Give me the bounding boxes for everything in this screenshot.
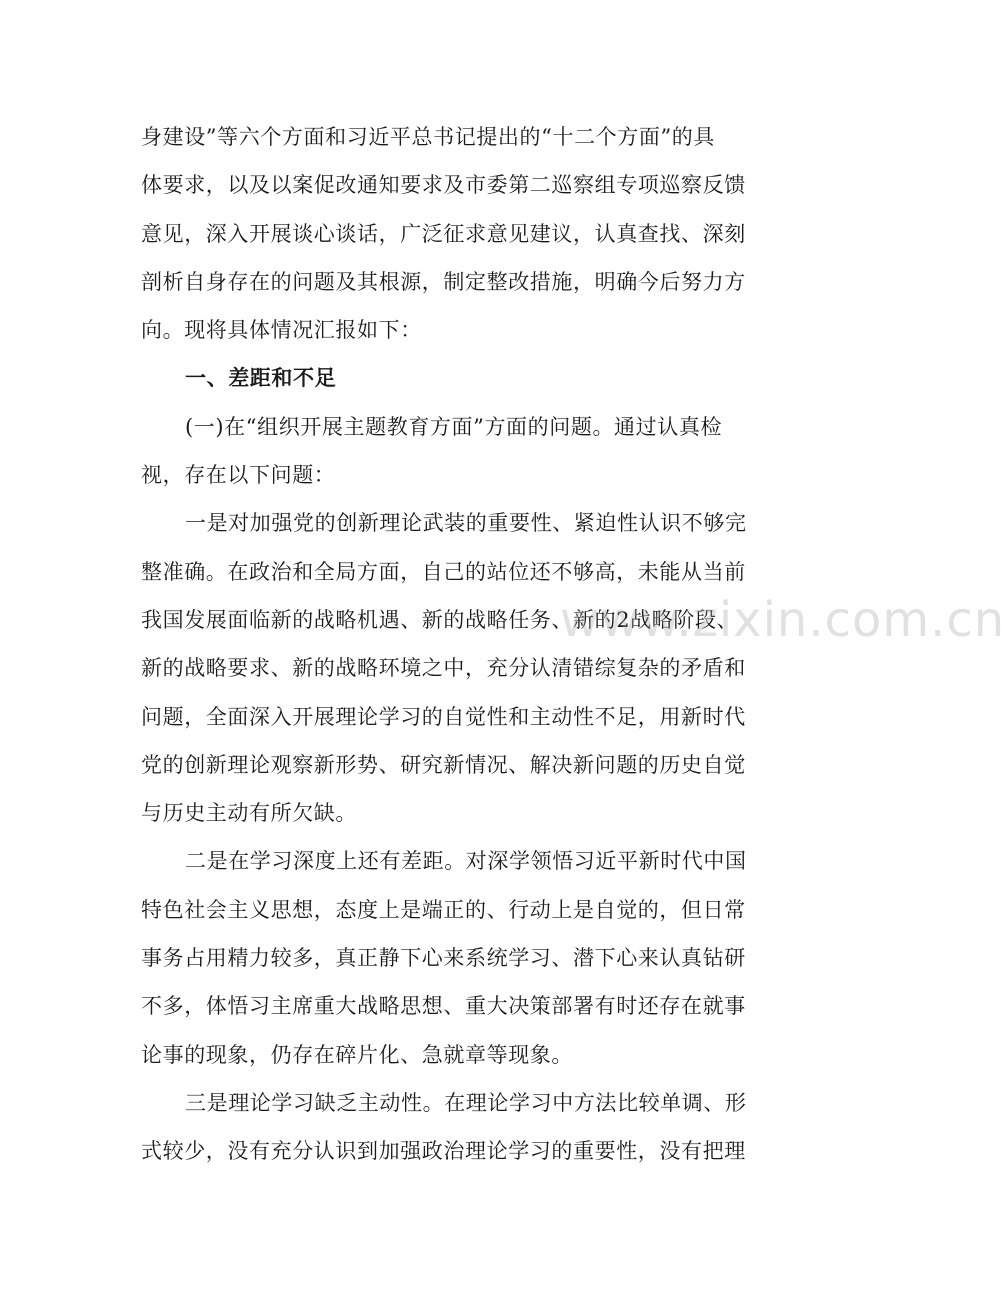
text-line: 向。现将具体情况汇报如下： bbox=[141, 318, 422, 343]
text-line: 与历史主动有所欠缺。 bbox=[141, 801, 357, 826]
text-line: 意见，深入开展谈心谈话，广泛征求意见建议，认真查找、深刻 bbox=[141, 221, 746, 246]
text-line: 三是理论学习缺乏主动性。在理论学习中方法比较单调、形 bbox=[185, 1090, 747, 1115]
text-line: 整准确。在政治和全局方面，自己的站位还不够高，未能从当前 bbox=[141, 559, 746, 584]
text-line: 新的战略要求、新的战略环境之中，充分认清错综复杂的矛盾和 bbox=[141, 656, 746, 681]
text-line: 视，存在以下问题： bbox=[141, 463, 336, 488]
text-line: 问题，全面深入开展理论学习的自觉性和主动性不足，用新时代 bbox=[141, 704, 746, 729]
text-line: 我国发展面临新的战略机遇、新的战略任务、新的2战略阶段、 bbox=[141, 607, 739, 632]
watermark: www.zixin.com.cn bbox=[560, 592, 1005, 648]
text-line: 不多，体悟习主席重大战略思想、重大决策部署有时还存在就事 bbox=[141, 994, 746, 1019]
text-line: 党的创新理论观察新形势、研究新情况、解决新问题的历史自觉 bbox=[141, 752, 746, 777]
text-line: 剖析自身存在的问题及其根源，制定整改措施，明确今后努力方 bbox=[141, 269, 746, 294]
text-line: 体要求，以及以案促改通知要求及市委第二巡察组专项巡察反馈 bbox=[141, 173, 746, 198]
text-line: 一是对加强党的创新理论武装的重要性、紧迫性认识不够完 bbox=[185, 511, 747, 536]
text-line: 事务占用精力较多，真正静下心来系统学习、潜下心来认真钻研 bbox=[141, 946, 746, 971]
text-line: (一)在“组织开展主题教育方面”方面的问题。通过认真检 bbox=[185, 414, 723, 439]
text-line: 式较少，没有充分认识到加强政治理论学习的重要性，没有把理 bbox=[141, 1139, 746, 1164]
text-line: 身建设”等六个方面和习近平总书记提出的“十二个方面”的具 bbox=[141, 125, 716, 149]
text-line: 二是在学习深度上还有差距。对深学领悟习近平新时代中国 bbox=[185, 849, 747, 874]
text-line: 论事的现象，仍存在碎片化、急就章等现象。 bbox=[141, 1042, 573, 1067]
text-line: 特色社会主义思想，态度上是端正的、行动上是自觉的，但日常 bbox=[141, 897, 746, 922]
document-body bbox=[141, 113, 791, 1176]
section-heading: 一、差距和不足 bbox=[185, 365, 337, 391]
